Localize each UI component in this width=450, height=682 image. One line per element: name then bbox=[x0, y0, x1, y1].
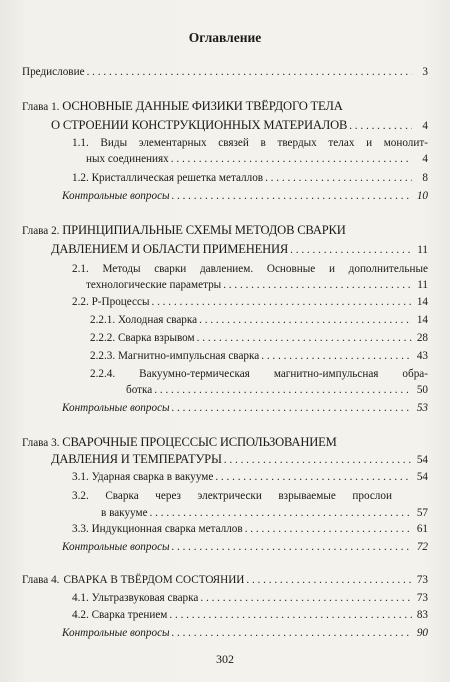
entry-page: 53 bbox=[416, 402, 428, 414]
chapter-title-line2: О СТРОЕНИИ КОНСТРУКЦИОННЫХ МАТЕРИАЛОВ bbox=[51, 118, 348, 132]
leader-dots bbox=[172, 188, 412, 204]
toc-section-3-2-line2 bbox=[101, 505, 428, 521]
leader-dots bbox=[151, 294, 412, 310]
leader-dots bbox=[172, 539, 412, 555]
entry-text: Контрольные вопросы bbox=[62, 541, 170, 553]
toc-section-1-2 bbox=[72, 170, 428, 186]
entry-page: 3 bbox=[422, 66, 428, 78]
word: Сварка bbox=[105, 490, 139, 502]
entry-text: 4.1. Ультразвуковая сварка bbox=[72, 592, 199, 604]
entry-page: 90 bbox=[416, 627, 428, 639]
entry-page: 54 bbox=[416, 471, 428, 483]
chapter-prefix: Глава 3. bbox=[22, 437, 60, 449]
entry-text: в вакууме bbox=[101, 507, 148, 519]
entry-page: 4 bbox=[422, 153, 428, 165]
entry-page: 28 bbox=[416, 332, 428, 344]
toc-section-1-1-line2 bbox=[86, 151, 428, 167]
leader-dots bbox=[154, 382, 412, 398]
entry-text: 2.2.1. Холодная сварка bbox=[90, 314, 198, 326]
entry-page: 43 bbox=[416, 350, 428, 362]
chapter-prefix: Глава 2. bbox=[22, 225, 60, 237]
leader-dots bbox=[169, 607, 412, 623]
page-title: Оглавление bbox=[188, 30, 262, 45]
chapter-title-line2: ДАВЛЕНИЯ И ТЕМПЕРАТУРЫ bbox=[51, 452, 222, 466]
word: телах bbox=[328, 137, 355, 149]
chapter-title-line1: СВАРОЧНЫЕ ПРОЦЕССЫС ИСПОЛЬЗОВАНИЕМ bbox=[62, 435, 337, 449]
toc-section-2-2 bbox=[72, 294, 428, 310]
entry-page: 10 bbox=[416, 190, 428, 202]
word: магнитно-импульсная bbox=[273, 368, 379, 380]
entry-text: 2.2.3. Магнитно-импульсная сварка bbox=[90, 350, 260, 362]
word: Вакуумно-термическая bbox=[139, 368, 250, 380]
toc-subsection-2-2-4-line1 bbox=[90, 366, 428, 382]
toc-section-2-1-line2 bbox=[86, 277, 428, 293]
chapter-title-line1: ПРИНЦИПИАЛЬНЫЕ СХЕМЫ МЕТОДОВ СВАРКИ bbox=[62, 223, 346, 237]
page-number: 302 bbox=[216, 652, 234, 666]
entry-page: 11 bbox=[417, 244, 428, 256]
word: и bbox=[328, 263, 335, 275]
toc-subsection-2-2-1 bbox=[90, 312, 428, 328]
entry-page: 14 bbox=[416, 314, 428, 326]
word: в bbox=[260, 137, 266, 149]
entry-text: 3.1. Ударная сварка в вакууме bbox=[72, 471, 214, 483]
entry-page: 11 bbox=[417, 279, 428, 291]
entry-text: Контрольные вопросы bbox=[62, 402, 170, 414]
word: электрически bbox=[197, 490, 262, 502]
toc-section-2-1-line1 bbox=[72, 261, 428, 277]
toc-questions-3 bbox=[62, 539, 428, 555]
word: твердых bbox=[277, 137, 317, 149]
leader-dots bbox=[246, 572, 412, 588]
word: связей bbox=[218, 137, 249, 149]
leader-dots bbox=[199, 312, 412, 328]
toc-subsection-2-2-4-line2 bbox=[126, 382, 428, 398]
word: Методы bbox=[102, 263, 141, 275]
leader-dots bbox=[215, 469, 412, 485]
toc-chapter-3-line2 bbox=[51, 451, 428, 467]
toc-chapter-4-heading bbox=[22, 572, 428, 588]
leader-dots bbox=[200, 590, 412, 606]
word: дополнительные bbox=[348, 263, 428, 275]
entry-page: 73 bbox=[416, 592, 428, 604]
toc-chapter-1-line2 bbox=[51, 117, 428, 133]
chapter-title-line2: ДАВЛЕНИЕМ И ОБЛАСТИ ПРИМЕНЕНИЯ bbox=[51, 242, 289, 256]
toc-section-3-2-line1 bbox=[72, 488, 392, 504]
word: 3.2. bbox=[72, 490, 89, 502]
leader-dots bbox=[197, 330, 412, 346]
word: прослои bbox=[352, 490, 392, 502]
leader-dots bbox=[87, 64, 412, 80]
word: 2.1. bbox=[72, 263, 89, 275]
leader-dots bbox=[150, 505, 412, 521]
toc-section-4-2 bbox=[72, 607, 428, 623]
leader-dots bbox=[245, 521, 412, 537]
word: и bbox=[366, 137, 373, 149]
entry-page: 14 bbox=[416, 296, 428, 308]
entry-page: 54 bbox=[416, 454, 428, 466]
toc-entry-preface bbox=[22, 64, 428, 80]
toc-chapter-1-heading bbox=[22, 98, 428, 114]
toc-questions-1 bbox=[62, 188, 428, 204]
toc-chapter-3-heading bbox=[22, 434, 428, 450]
toc-section-3-3 bbox=[72, 521, 428, 537]
leader-dots bbox=[224, 452, 412, 468]
entry-text: 2.2.2. Сварка взрывом bbox=[90, 332, 195, 344]
entry-text: 3.3. Индукционная сварка металлов bbox=[72, 523, 243, 535]
entry-text: ных соединениях bbox=[86, 153, 169, 165]
entry-text: 2.2. Р-Процессы bbox=[72, 296, 150, 308]
leader-dots bbox=[265, 170, 412, 186]
word: Основные bbox=[266, 263, 316, 275]
leader-dots bbox=[172, 625, 412, 641]
word: давлением. bbox=[199, 263, 254, 275]
word: обра- bbox=[402, 368, 428, 380]
chapter-title-line1: СВАРКА В ТВЁРДОМ СОСТОЯНИИ bbox=[63, 574, 245, 586]
toc-section-3-1 bbox=[72, 469, 428, 485]
word: Виды bbox=[100, 137, 128, 149]
leader-dots bbox=[223, 277, 412, 293]
entry-text: Контрольные вопросы bbox=[62, 190, 170, 202]
toc-chapter-2-heading bbox=[22, 222, 428, 238]
word: взрываемые bbox=[278, 490, 336, 502]
chapter-title-line1: ОСНОВНЫЕ ДАННЫЕ ФИЗИКИ ТВЁРДОГО ТЕЛА bbox=[62, 99, 343, 113]
entry-page: 57 bbox=[416, 507, 428, 519]
toc-section-4-1 bbox=[72, 590, 428, 606]
entry-text: ботка bbox=[126, 384, 153, 396]
toc-chapter-2-line2 bbox=[51, 241, 428, 257]
entry-page: 61 bbox=[416, 523, 428, 535]
leader-dots bbox=[172, 400, 412, 416]
word: 1.1. bbox=[72, 137, 89, 149]
word: монолит- bbox=[383, 137, 428, 149]
toc-subsection-2-2-2 bbox=[90, 330, 428, 346]
entry-page: 50 bbox=[416, 384, 428, 396]
word: сварки bbox=[154, 263, 187, 275]
toc-section-1-1-line1 bbox=[72, 135, 428, 151]
word: элементарных bbox=[138, 137, 207, 149]
entry-text: технологические параметры bbox=[86, 279, 222, 291]
entry-page: 83 bbox=[416, 609, 428, 621]
entry-page: 73 bbox=[416, 574, 428, 586]
entry-text: Контрольные вопросы bbox=[62, 627, 170, 639]
entry-page: 4 bbox=[422, 120, 428, 132]
toc-questions-4 bbox=[62, 625, 428, 641]
toc-subsection-2-2-3 bbox=[90, 348, 428, 364]
word: через bbox=[155, 490, 181, 502]
entry-text: 1.2. Кристаллическая решетка металлов bbox=[72, 172, 264, 184]
chapter-prefix: Глава 1. bbox=[22, 101, 60, 113]
leader-dots bbox=[349, 118, 412, 134]
leader-dots bbox=[290, 242, 412, 258]
entry-text: 4.2. Сварка трением bbox=[72, 609, 168, 621]
entry-text: Предисловие bbox=[22, 66, 85, 78]
toc-questions-2 bbox=[62, 400, 428, 416]
entry-page: 8 bbox=[422, 172, 428, 184]
entry-page: 72 bbox=[416, 541, 428, 553]
chapter-prefix: Глава 4. bbox=[22, 574, 60, 586]
leader-dots bbox=[171, 151, 412, 167]
word: 2.2.4. bbox=[90, 368, 116, 380]
leader-dots bbox=[261, 348, 412, 364]
